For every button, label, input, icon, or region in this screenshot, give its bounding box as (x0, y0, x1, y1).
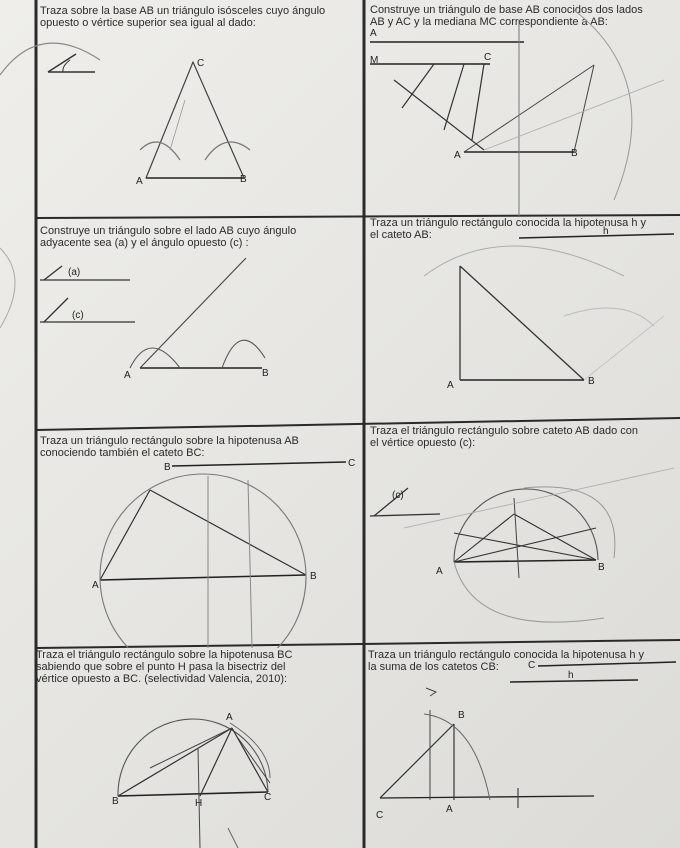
exercise-5-label-b: B (164, 462, 171, 473)
exercise-2-line-2: AB y AC y la mediana MC correspondiente a AB: (370, 16, 608, 28)
exercise-2-label-c: C (484, 52, 492, 63)
exercise-7-label-b: B (112, 796, 119, 807)
exercise-6-line-1: Traza el triángulo rectángulo sobre cateto AB dado con (370, 425, 639, 437)
exercise-5-line-1: Traza un triángulo rectángulo sobre la hipotenusa AB (40, 435, 299, 447)
exercise-5-drawing (0, 430, 364, 648)
exercise-6-line-2: el vértice opuesto (c): (370, 437, 476, 449)
exercise-2 (364, 0, 680, 216)
exercise-7-label-c: C (264, 792, 272, 803)
exercise-2-label-b: B (571, 148, 578, 159)
exercise-4-label-b: B (588, 376, 595, 387)
exercise-6-drawing (364, 418, 680, 640)
exercise-2-label-a: A (370, 28, 377, 39)
exercise-6-label-a: A (436, 566, 443, 577)
exercise-4-label-h: h (603, 226, 609, 237)
exercise-7-label-h: H (195, 798, 203, 809)
exercise-7-line-1: Traza el triángulo rectángulo sobre la hipotenusa BC (36, 649, 293, 661)
exercise-7-drawing (0, 648, 364, 848)
exercise-8-drawing (364, 640, 680, 848)
exercise-8-label-h: h (568, 670, 574, 681)
exercise-4-line-1: Traza un triángulo rectángulo conocida la hipotenusa h y (370, 217, 646, 229)
exercise-4-line-2: el cateto AB: (370, 229, 432, 241)
exercise-4 (364, 216, 680, 418)
exercise-8 (364, 640, 680, 848)
exercise-2-line-1: Construye un triángulo de base AB conocidos dos lados (370, 4, 643, 16)
exercise-3-drawing (0, 218, 364, 430)
exercise-1-line-2: opuesto o vértice superior sea igual al dado: (40, 17, 256, 29)
exercise-6-label-b: B (598, 562, 605, 573)
exercise-7-line-2: sabiendo que sobre el punto H pasa la bisectriz del (36, 661, 286, 673)
exercise-7-label-a: A (226, 712, 233, 723)
exercise-6 (364, 418, 680, 640)
exercise-8-label-c: C (528, 660, 536, 671)
exercise-3 (0, 218, 364, 430)
exercise-3-line-1: Construye un triángulo sobre el lado AB cuyo ángulo (40, 225, 297, 237)
exercise-5-label-a: A (92, 580, 99, 591)
exercise-6-label-c: (c) (392, 490, 404, 501)
exercise-5-label-b2: B (310, 571, 317, 582)
exercise-8-line-2: la suma de los catetos CB: (368, 661, 499, 673)
exercise-8-label-c2: C (376, 810, 384, 821)
exercise-2-label-a2: A (454, 150, 461, 161)
exercise-7-line-3: vértice opuesto a BC. (selectividad Valencia, 2010): (36, 673, 288, 685)
exercise-1-label-b: B (240, 174, 247, 185)
exercise-5-label-c: C (348, 458, 356, 469)
exercise-4-drawing (364, 216, 680, 418)
exercise-1-drawing (0, 0, 364, 218)
exercise-1-line-1: Traza sobre la base AB un triángulo isósceles cuyo ángulo (40, 5, 326, 17)
exercise-8-label-a: A (446, 804, 453, 815)
exercise-8-label-b: B (458, 710, 465, 721)
exercise-5-line-2: conociendo también el cateto BC: (40, 447, 205, 459)
exercise-3-label-c-angle: (c) (72, 310, 84, 321)
exercise-8-line-1: Traza un triángulo rectángulo conocida la hipotenusa h y (368, 649, 644, 661)
exercise-4-label-a: A (447, 380, 454, 391)
exercise-2-label-m: M (370, 55, 379, 66)
exercise-1-label-a: A (136, 176, 143, 187)
exercise-2-drawing (364, 0, 680, 216)
exercise-1 (0, 0, 364, 218)
exercise-3-label-a-angle: (a) (68, 267, 81, 278)
exercise-3-label-a: A (124, 370, 131, 381)
exercise-7 (0, 648, 364, 848)
exercise-5 (0, 430, 364, 648)
exercise-3-label-b: B (262, 368, 269, 379)
exercise-1-label-c: C (197, 58, 205, 69)
exercise-3-line-2: adyacente sea (a) y el ángulo opuesto (c) : (40, 237, 249, 249)
